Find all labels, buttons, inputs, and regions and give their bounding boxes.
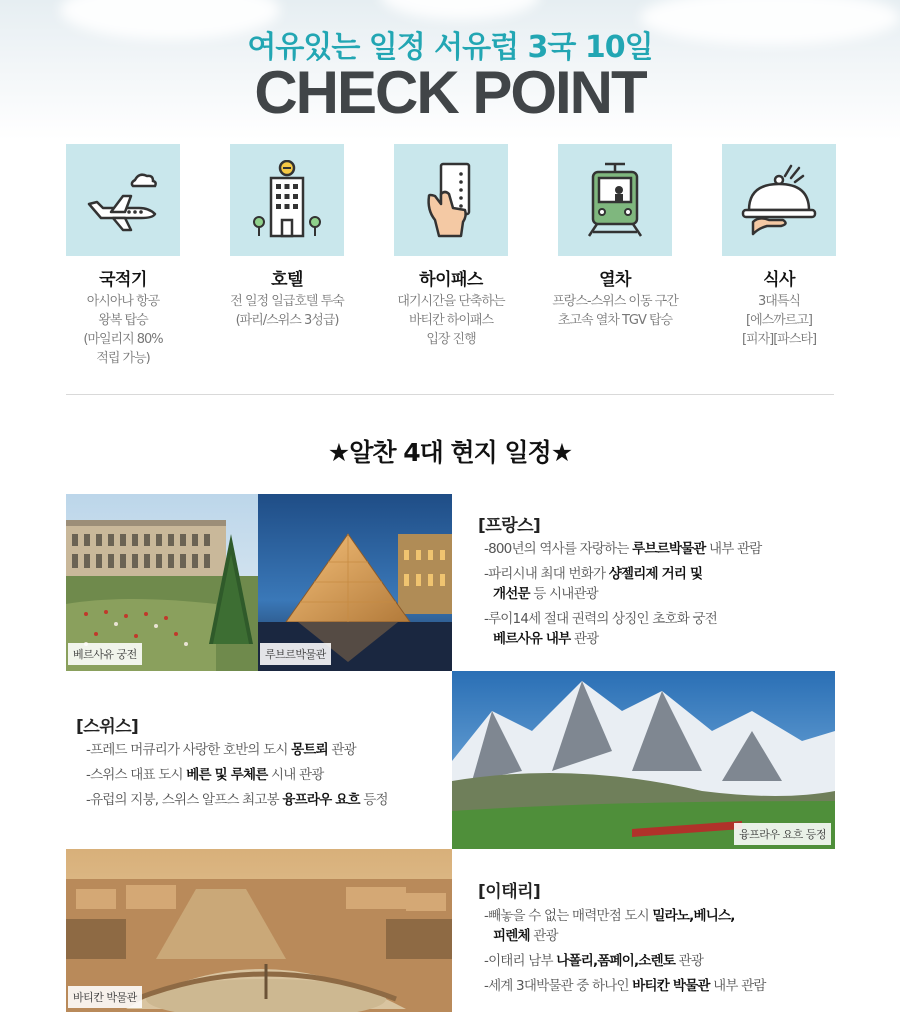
checkpoint-hotel	[230, 144, 344, 330]
checkpoint-icon-box	[394, 144, 508, 256]
checkpoint-desc-line: (파리/스위스 3성급)	[235, 313, 339, 328]
cloud	[380, 0, 540, 20]
italy-itinerary-list	[484, 906, 766, 1001]
section-title: ★알찬 4대 현지 일정★	[327, 438, 573, 467]
list-item: -유럽의 지붕, 스위스 알프스 최고봉 융프라우 요흐 등정	[86, 792, 388, 808]
list-item: -루이14세 절대 권력의 상징인 초호화 궁전 베르사유 내부 관광	[484, 611, 717, 647]
checkpoint-desc-line: 왕복 탑승	[98, 313, 148, 328]
checkpoint-title: 국적기	[99, 270, 147, 290]
checkpoint-icon-box	[722, 144, 836, 256]
hotel-icon	[247, 160, 327, 240]
vatican-photo	[66, 849, 452, 1012]
list-item: -프레드 머큐리가 사랑한 호반의 도시 몽트뢰 관광	[86, 742, 356, 758]
switzerland-itinerary-list	[86, 740, 388, 815]
country-title-italy: [이태리]	[478, 882, 541, 902]
jungfrau-photo	[452, 671, 835, 849]
airplane-icon	[83, 160, 163, 240]
checkpoint-airline	[66, 144, 180, 368]
country-title-switzerland: [스위스]	[76, 717, 139, 737]
checkpoint-desc-line: (마일리지 80%	[83, 332, 163, 347]
louvre-photo	[258, 494, 452, 671]
checkpoint-desc	[689, 292, 869, 349]
country-title-france: [프랑스]	[478, 516, 541, 536]
list-item: -빼놓을 수 없는 매력만점 도시 밀라노,베니스, 피렌체 관광	[484, 908, 735, 944]
checkpoint-desc-line: 입장 진행	[426, 332, 476, 347]
ticket-hand-icon	[411, 160, 491, 240]
list-item: -세계 3대박물관 중 하나인 바티칸 박물관 내부 관람	[484, 978, 766, 994]
checkpoint-desc-line: [피자][파스타]	[741, 332, 817, 347]
photo-caption: 융프라우 요흐 등정	[734, 823, 831, 845]
checkpoint-title: 호텔	[271, 270, 303, 290]
section-divider	[66, 394, 834, 395]
checkpoint-desc	[525, 292, 705, 330]
photo-caption: 베르사유 궁전	[68, 643, 142, 665]
checkpoint-desc	[197, 292, 377, 330]
france-itinerary-list	[484, 539, 762, 654]
checkpoint-meal	[722, 144, 836, 349]
checkpoint-desc	[33, 292, 213, 368]
checkpoint-title: 열차	[599, 270, 631, 290]
checkpoint-icon-box	[230, 144, 344, 256]
checkpoint-desc-line: 아시아나 항공	[86, 294, 160, 309]
checkpoint-desc-line: 적립 가능)	[96, 351, 150, 366]
page-subtitle: 여유있는 일정 서유럽 3국 10일	[247, 30, 653, 65]
list-item: -파리시내 최대 번화가 샹젤리제 거리 및 개선문 등 시내관광	[484, 566, 703, 602]
cloche-icon	[739, 160, 819, 240]
checkpoint-desc-line: 초고속 열차 TGV 탑승	[557, 313, 673, 328]
checkpoint-desc-line: 바티칸 하이패스	[408, 313, 494, 328]
list-item: -이태리 남부 나폴리,폼페이,소렌토 관광	[484, 953, 704, 969]
photo-caption: 바티칸 박물관	[68, 986, 142, 1008]
page-title: CHECK POINT	[254, 59, 646, 126]
photo-caption: 루브르박물관	[260, 643, 331, 665]
list-item: -800년의 역사를 자랑하는 루브르박물관 내부 관람	[484, 541, 762, 557]
train-icon	[575, 160, 655, 240]
checkpoint-desc-line: [에스까르고]	[746, 313, 812, 328]
checkpoint-icon-box	[66, 144, 180, 256]
checkpoint-desc	[361, 292, 541, 349]
list-item: -스위스 대표 도시 베른 및 루체른 시내 관광	[86, 767, 324, 783]
checkpoint-desc-line: 전 일정 일급호텔 투숙	[230, 294, 344, 309]
checkpoint-desc-line: 3대특식	[758, 294, 800, 309]
checkpoint-title: 식사	[763, 270, 795, 290]
checkpoint-title: 하이패스	[419, 270, 483, 290]
checkpoint-desc-line: 대기시간을 단축하는	[397, 294, 505, 309]
versailles-photo	[66, 494, 258, 671]
checkpoint-icon-box	[558, 144, 672, 256]
checkpoint-train	[552, 144, 678, 330]
checkpoint-desc-line: 프랑스-스위스 이동 구간	[552, 294, 678, 309]
checkpoint-highpass	[394, 144, 508, 349]
